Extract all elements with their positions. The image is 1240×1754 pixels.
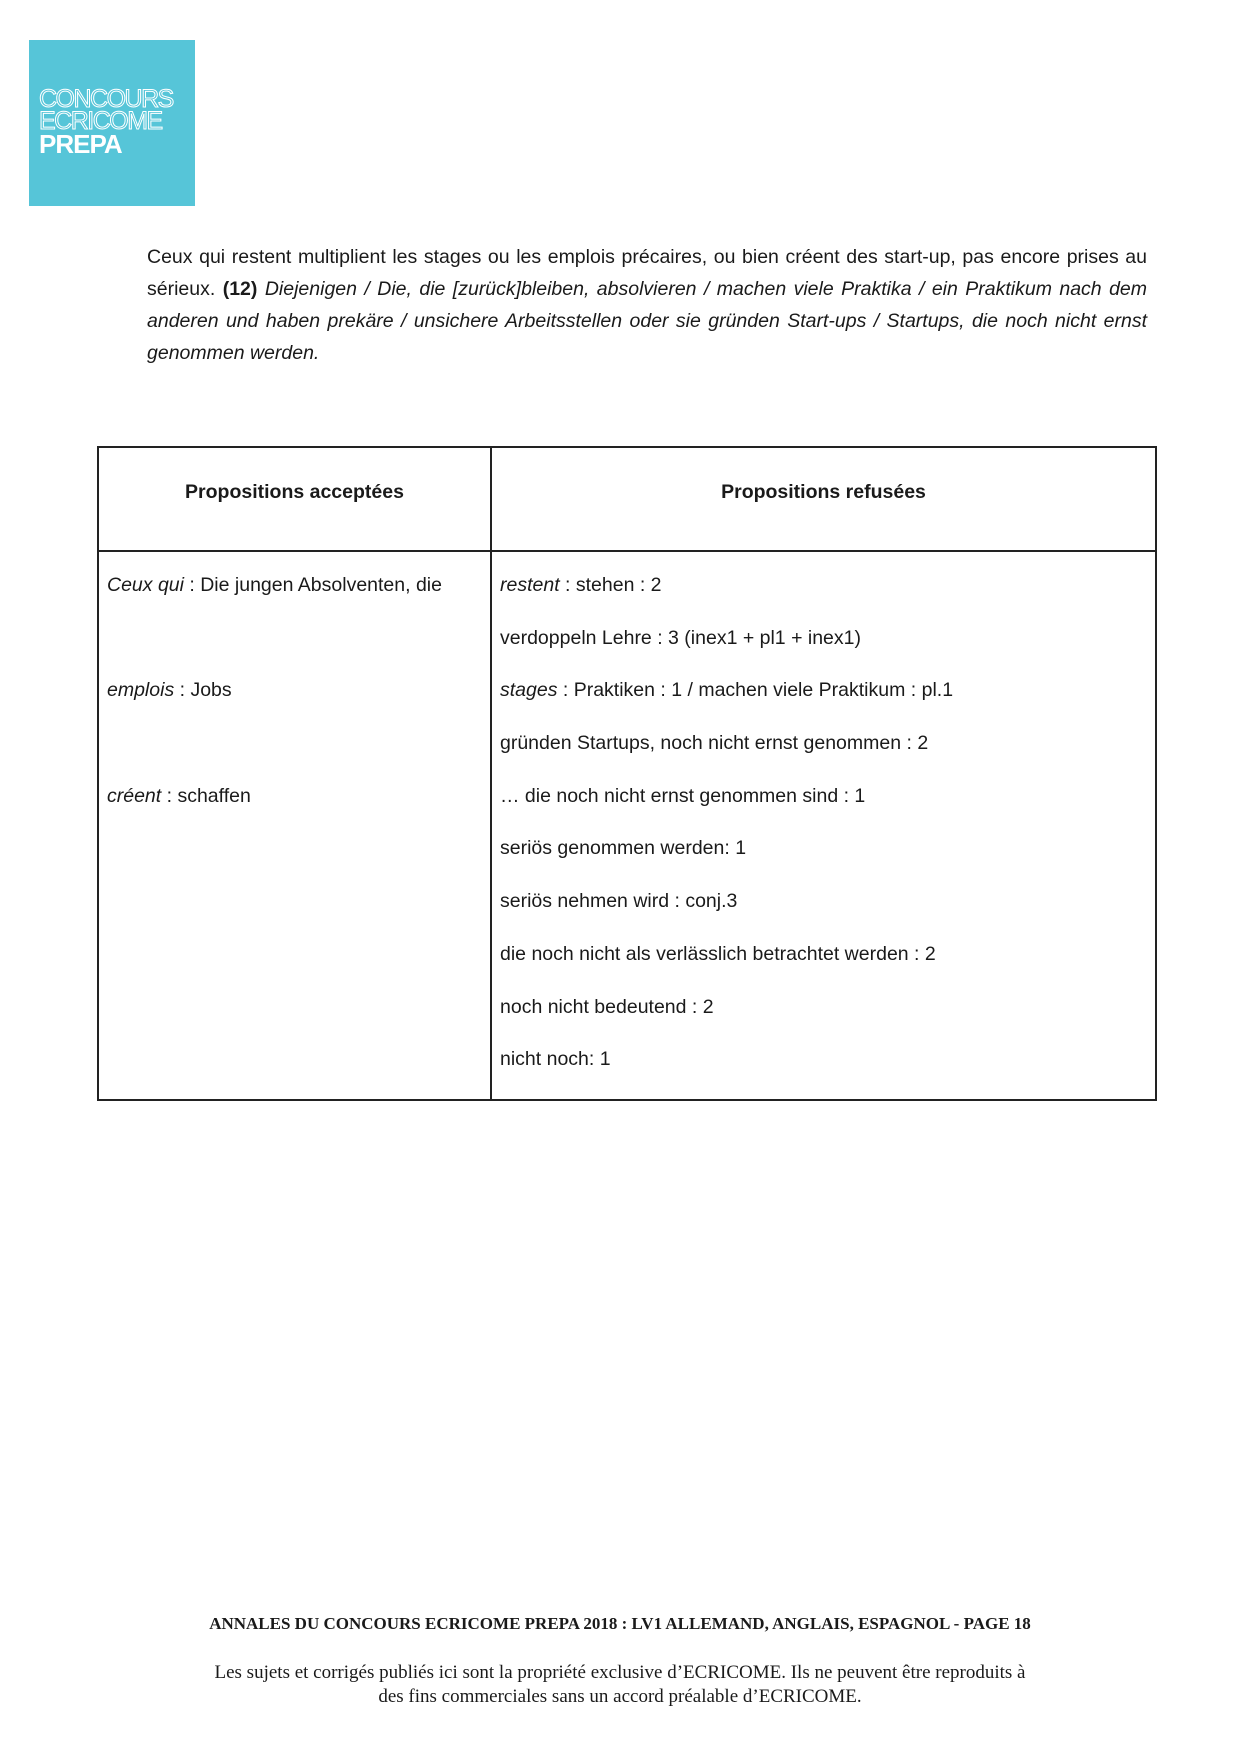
item-number: (12)	[222, 278, 258, 300]
accepted-list	[99, 552, 490, 835]
footer-note-line1: Les sujets et corrigés publiés ici sont la propriété exclusive d’ECRICOME. Ils ne peuvent être reproduits à	[214, 1662, 1026, 1683]
list-item	[500, 888, 1155, 941]
proposition-text: seriös nehmen wird : conj.3	[500, 890, 738, 913]
list-item	[500, 730, 1155, 783]
header-accepted: Propositions acceptées	[98, 447, 491, 551]
list-item	[500, 994, 1155, 1047]
header-refused: Propositions refusées	[491, 447, 1156, 551]
list-item	[500, 835, 1155, 888]
proposition-text: : stehen : 2	[559, 574, 662, 596]
proposition-text: noch nicht bedeutend : 2	[500, 995, 714, 1018]
french-term: Ceux qui	[107, 574, 184, 596]
list-item	[107, 677, 490, 730]
accepted-cell	[98, 551, 491, 1100]
proposition-text: nicht noch: 1	[500, 1048, 611, 1071]
footer-copyright-note	[150, 1661, 1090, 1709]
refused-cell	[491, 551, 1156, 1100]
list-item	[500, 941, 1155, 994]
french-term: restent	[500, 574, 560, 596]
proposition-text: : Praktiken : 1 / machen viele Praktikum : pl.1	[557, 679, 954, 702]
proposition-text: die noch nicht als verlässlich betrachtet werden : 2	[500, 942, 936, 965]
list-item	[500, 572, 1155, 625]
list-item	[107, 783, 490, 836]
list-item	[107, 572, 490, 625]
proposition-text: : Jobs	[174, 679, 232, 702]
logo-line-prepa: PREPA	[39, 129, 122, 159]
list-item	[500, 783, 1155, 836]
french-term: créent	[107, 784, 162, 807]
intro-french-text: Ceux qui restent multiplient les stages ou les emplois précaires, ou bien créent des start-up, pas encore prises au sérieux.	[147, 246, 1147, 300]
ecricome-logo	[29, 40, 195, 206]
logo-line-ecricome: ECRICOME	[39, 107, 162, 135]
proposition-text: : Die jungen Absolventen, die	[183, 574, 442, 596]
proposition-text: seriös genommen werden: 1	[500, 837, 747, 860]
propositions-table	[97, 446, 1157, 1101]
list-item	[500, 677, 1155, 730]
proposition-text: verdoppeln Lehre : 3 (inex1 + pl1 + inex1)	[500, 626, 861, 649]
footer-title: ANNALES DU CONCOURS ECRICOME PREPA 2018 : LV1 ALLEMAND, ANGLAIS, ESPAGNOL - PAGE 18	[209, 1614, 1031, 1633]
proposition-text: … die noch nicht ernst genommen sind : 1	[500, 784, 866, 807]
spacer	[107, 625, 490, 678]
table-body-row	[98, 551, 1156, 1100]
logo-line-concours: CONCOURS	[39, 85, 173, 113]
footer-note-line2: des fins commerciales sans un accord préalable d’ECRICOME.	[378, 1686, 862, 1707]
intro-translation: Diejenigen / Die, die [zurück]bleiben, absolvieren / machen viele Praktika / ein Praktikum nach dem anderen und haben prekäre / unsichere Arbeitsstellen oder sie gründen Start-ups / Startups, die noch nicht ernst genommen werden.	[147, 278, 1148, 364]
refused-list	[492, 552, 1155, 1099]
proposition-text: : schaffen	[161, 784, 251, 807]
proposition-text: gründen Startups, noch nicht ernst genommen : 2	[500, 732, 929, 755]
table-header-row	[98, 447, 1156, 551]
list-item	[500, 625, 1155, 678]
french-term: stages	[500, 679, 558, 702]
list-item	[500, 1046, 1155, 1099]
french-term: emplois	[107, 679, 175, 702]
spacer	[107, 730, 490, 783]
intro-paragraph	[147, 241, 1147, 369]
